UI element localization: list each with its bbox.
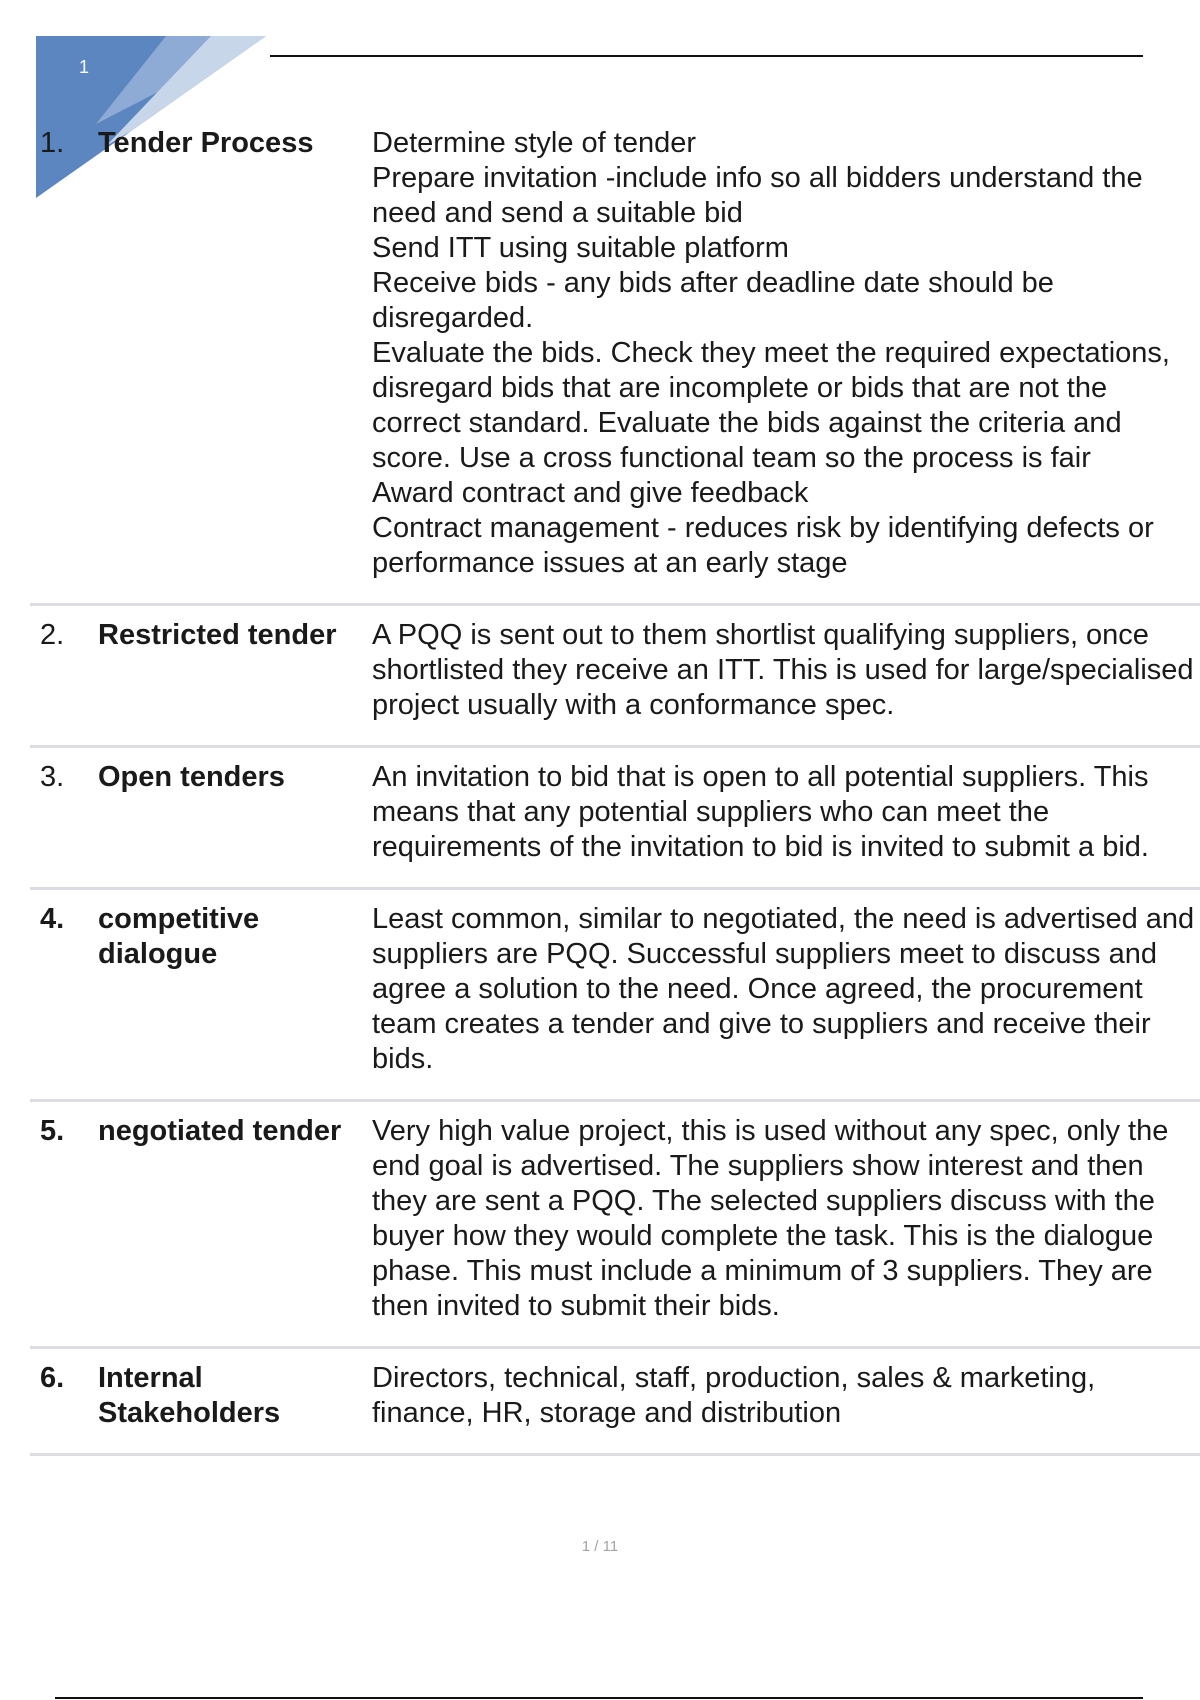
card-number: 4. — [40, 903, 65, 935]
definition-line: Directors, technical, staff, production, sales & marketing, finance, HR, storage and distribution — [372, 1362, 1096, 1429]
card-number: 3. — [40, 761, 65, 793]
definition-line: Evaluate the bids. Check they meet the required expectations, disregard bids that are incomplete or bids that are not the correct standard. Evaluate the bids against the criteria and score. Use a cross functional team so the process is fair — [372, 337, 1170, 474]
page-counter: 1 / 11 — [581, 1538, 619, 1555]
flashcard-4 — [30, 890, 1200, 1102]
card-definition — [372, 126, 1197, 603]
definition-line: Least common, similar to negotiated, the need is advertised and suppliers are PQQ. Successful suppliers meet to discuss and agree a solution to the need. Once agreed, the procurement team creates a tender and give to suppliers and receive their bids. — [372, 903, 1195, 1075]
flashcard-2 — [30, 606, 1200, 748]
card-number: 5. — [40, 1115, 65, 1147]
definition-line: An invitation to bid that is open to all potential suppliers. This means that any potential suppliers who can meet the requirements of the invitation to bid is invited to submit a bid. — [372, 761, 1149, 863]
card-term: negotiated tender — [98, 1115, 342, 1147]
flashcard-1 — [30, 126, 1200, 606]
card-definition — [372, 902, 1197, 1077]
flashcard-list — [30, 126, 1200, 1456]
card-number: 6. — [40, 1362, 65, 1394]
card-term: Internal Stakeholders — [98, 1362, 281, 1429]
card-term: Open tenders — [98, 761, 285, 793]
flashcard-5 — [30, 1102, 1200, 1349]
bottom-rule — [55, 1697, 1143, 1699]
card-definition — [372, 1361, 1197, 1431]
definition-line: Receive bids - any bids after deadline date should be disregarded. — [372, 267, 1054, 334]
definition-line: Contract management - reduces risk by identifying defects or performance issues at an early stage — [372, 512, 1154, 579]
top-rule — [270, 55, 1143, 57]
definition-line: Prepare invitation -include info so all bidders understand the need and send a suitable bid — [372, 162, 1143, 229]
definition-line: Determine style of tender — [372, 127, 696, 159]
card-term: Tender Process — [98, 127, 314, 159]
definition-line: A PQQ is sent out to them shortlist qualifying suppliers, once shortlisted they receive an ITT. This is used for large/specialised project usually with a conformance spec. — [372, 619, 1194, 721]
definition-line: Send ITT using suitable platform — [372, 232, 789, 264]
card-term: Restricted tender — [98, 619, 337, 651]
card-number: 2. — [40, 619, 65, 651]
definition-line: Very high value project, this is used without any spec, only the end goal is advertised. The suppliers show interest and then they are sent a PQQ. The selected suppliers discuss with the buyer how they would complete the task. This is the dialogue phase. This must include a minimum of 3 suppliers. They are then invited to submit their bids. — [372, 1115, 1169, 1322]
term-background — [98, 126, 372, 603]
card-definition — [372, 760, 1197, 865]
card-term: competitive dialogue — [98, 903, 260, 970]
flashcard-6 — [30, 1349, 1200, 1456]
card-number: 1. — [40, 127, 65, 159]
definition-line: Award contract and give feedback — [372, 477, 809, 509]
page-badge: 1 — [79, 57, 90, 77]
card-definition — [372, 1114, 1197, 1324]
card-definition — [372, 618, 1197, 723]
flashcard-3 — [30, 748, 1200, 890]
